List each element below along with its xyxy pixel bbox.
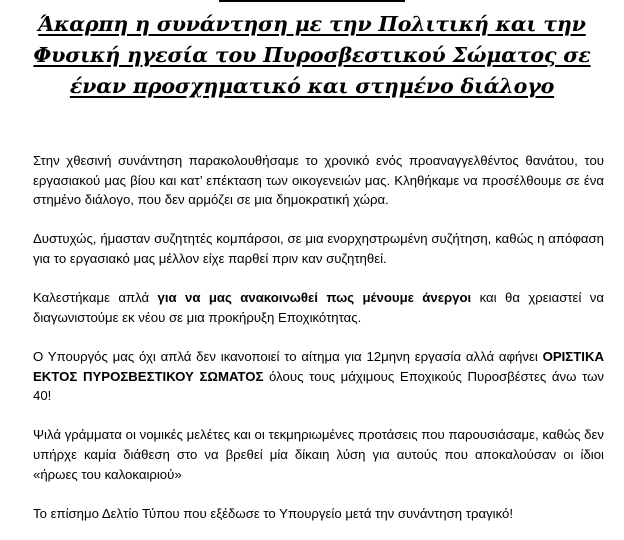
document-title: [0, 9, 624, 102]
paragraph-2: Δυστυχώς, ήμασταν συζητητές κομπάρσοι, σε μια ενορχηστρωμένη συζήτηση, καθώς η απόφαση για το εργασιακό μας μέλλον είχε παρθεί πριν καν συζητηθεί.: [33, 231, 604, 266]
paragraph-1: Στην χθεσινή συνάντηση παρακολουθήσαμε το χρονικό ενός προαναγγελθέντος θανάτου, του εργασιακού μας βίου και κατ’ επέκταση των οικογενειών μας. Κληθήκαμε να προσέλθουμε σε ένα στημένο διάλογο, που δεν αρμόζει σε μια δημοκρατική χώρα.: [33, 153, 604, 208]
title-line-1: Άκαρπη η συνάντηση με την Πολιτική και την: [38, 12, 586, 36]
paragraph-4-text-b: όλους τους μάχιμους Εποχικούς Πυροσβέστες άνω των 40!: [33, 368, 604, 404]
paragraph-4: [33, 347, 604, 406]
paragraph-6: Το επίσημο Δελτίο Τύπου που εξέδωσε το Υπουργείο μετά την συνάντηση τραγικό!: [33, 505, 514, 521]
paragraph-4-emphasis: ΟΡΙΣΤΙΚΑ ΕΚΤΟΣ ΠΥΡΟΣΒΕΣΤΙΚΟΥ ΣΩΜΑΤΟΣ: [33, 348, 604, 384]
document-body: [33, 151, 604, 523]
paragraph-3-emphasis: για να μας ανακοινωθεί πως μένουμε άνεργοι: [157, 290, 472, 306]
paragraph-3-text-b: και θα χρειαστεί να διαγωνιστούμε εκ νέου σε μια προκήρυξη Εποχικότητας.: [33, 290, 604, 325]
paragraph-3-text-a: Καλεστήκαμε απλά: [33, 290, 158, 306]
title-line-3: έναν προσχηματικό και στημένο διάλογο: [69, 74, 555, 98]
top-rule: [219, 0, 405, 2]
title-line-2: Φυσική ηγεσία του Πυροσβεστικού Σώματος σε: [33, 43, 591, 67]
paragraph-5: Ψιλά γράμματα οι νομικές μελέτες και οι τεκμηριωμένες προτάσεις που παρουσιάσαμε, καθώς δεν υπήρχε καμία διάθεση στο να βρεθεί μία δίκαιη λύση για αυτούς που αποκαλούσαν οι ίδιοι «ήρωες του καλοκαιριού»: [33, 427, 604, 482]
paragraph-3: [33, 288, 604, 327]
paragraph-4-text-a: Ο Υπουργός μας όχι απλά δεν ικανοποιεί το αίτημα για 12μηνη εργασία αλλά αφήνει: [33, 348, 543, 364]
